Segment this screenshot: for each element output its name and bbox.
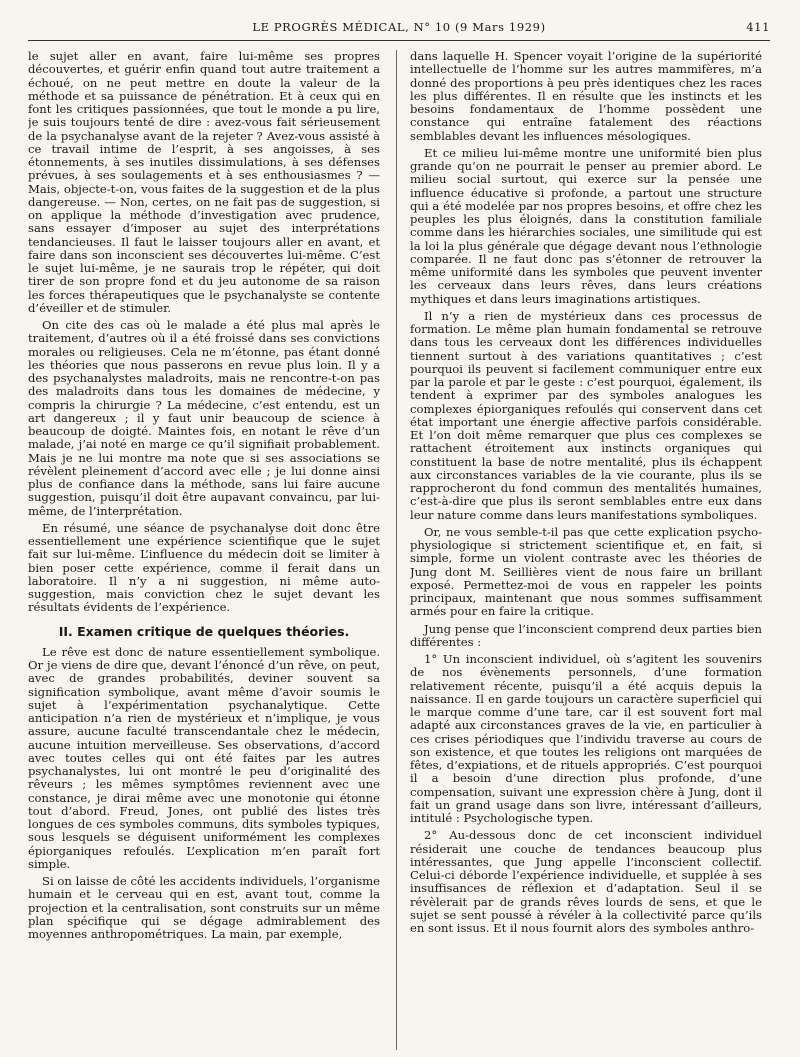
paragraph: En résumé, une séance de psychanalyse doit donc être essentiellement une expérience scientifique que le sujet fait sur lui-même. L’influence du médecin doit se limiter à bien poser cette expérience, comme il ferait dans un laboratoire. Il n’y a ni suggestion, ni même auto-suggestion, mais conviction chez le sujet devant les résultats évidents de l’expérience. bbox=[28, 520, 380, 615]
paragraph: Le rêve est donc de nature essentiellement symbolique. Or je viens de dire que, devant l’énoncé d’un rêve, on peut, avec de grandes probabilités, deviner souvent sa signification symbolique, avant même d’avoir soumis le sujet à l’expérimentation psychanalytique. Cette anticipation n’a rien de mystérieux et n’implique, je vous assure, aucune faculté transcendantale chez le médecin, aucune intuition merveilleuse. Ses observations, d’accord avec toutes celles qui ont été faites par les autres psychanalystes, lui ont montré le peu d’originalité des rêveurs ; les mêmes symptômes reviennent avec une constance, je dirai même avec une monotonie qui étonne tout d’abord. Freud, Jones, ont publié des listes très longues de ces symboles communs, dits symboles typiques, sous lesquels se déguisent uniformément les complexes épiorganiques refoulés. L’explication m’en paraît fort simple. bbox=[28, 644, 380, 871]
paragraph: le sujet aller en avant, faire lui-même ses propres découvertes, et guérir enfin quand tout autre traitement a échoué, on ne peut mettre en doute la valeur de la méthode et sa puissance de pénétration. Et à ceux qui en font les critiques passionnées, que tout le monde a pu lire, je suis toujours tenté de dire : avez-vous fait sérieusement de la psychanalyse avant de la rejeter ? Avez-vous assisté à ce travail intime de l’esprit, à ses angoisses, à ses étonnements, à ses inutiles dissimulations, à ses défenses prévues, à ses soulagements et à ses enthousiasmes ? — Mais, objecte-t-on, vous faites de la suggestion et de la plus dangereuse. — Non, certes, on ne fait pas de suggestion, si on applique la méthode d’investigation avec prudence, sans essayer d’imposer au sujet des interprétations tendancieuses. Il faut le laisser toujours aller en avant, et faire dans son inconscient ses découvertes lui-même. C’est le sujet lui-même, je ne saurais trop le répéter, qui doit tirer de son propre fond et du jeu autonome de sa raison les forces thérapeutiques que le psychanalyste se contente d’éveiller et de stimuler. bbox=[28, 50, 380, 315]
journal-title: LE PROGRÈS MÉDICAL, N° 10 (9 Mars 1929) bbox=[252, 20, 546, 34]
paragraph: dans laquelle H. Spencer voyait l’origine de la supériorité intellectuelle de l’homme sur les autres mammifères, m’a donné des proportions à peu près identiques chez les races les plus différentes. Il en résulte que les instincts et les besoins fondamentaux de l’homme possèdent une constance qui entraîne fatalement des réactions semblables devant les influences mésologiques. bbox=[410, 50, 762, 143]
left-column bbox=[28, 50, 380, 1050]
paragraph: Il n’y a rien de mystérieux dans ces processus de formation. Le même plan humain fondamental se retrouve dans tous les cerveaux dont les différences individuelles tiennent surtout à des variations quantitatives ; c’est pourquoi ils peuvent si facilement communiquer entre eux par la parole et par le geste : c’est pourquoi, également, ils tendent à exprimer par des symboles analogues les complexes épiorganiques refoulés qui conservent dans cet état important une énergie affective parfois considérable. Et l’on doit même remarquer que plus ces complexes se rattachent étroitement aux instincts organiques qui constituent la base de notre mentalité, plus ils échappent aux circonstances variables de la vie courante, plus ils se rapprocheront du fond commun des mentalités humaines, c’est-à-dire que plus ils seront semblables entre eux dans leur nature comme dans leurs manifestations symboliques. bbox=[410, 308, 762, 522]
paragraph: On cite des cas où le malade a été plus mal après le traitement, d’autres où il a été froissé dans ses convictions morales ou religieuses. Cela ne m’étonne, pas étant donné les théories que nous passerons en revue plus loin. Il y a des psychanalystes maladroits, mais ne rencontre-t-on pas des maladroits dans tous les domaines de médecine, y compris la chirurgie ? La médecine, c’est entendu, est un art dangereux ; il y faut unir beaucoup de science à beaucoup de doigté. Maintes fois, en notant le rêve d’un malade, j’ai noté en marge ce qu’il signifiait probablement. Mais je ne lui montre ma note que si ses associations se révèlent pleinement d’accord avec elle ; je lui donne ainsi plus de confiance dans la méthode, sans lui faire aucune suggestion, puisqu’il doit être aupavant convaincu, par lui-même, de l’interprétation. bbox=[28, 318, 380, 518]
column-divider bbox=[396, 50, 397, 1050]
paragraph: Et ce milieu lui-même montre une uniformité bien plus grande qu’on ne pourrait le penser au premier abord. Le milieu social surtout, qui exerce sur la pensée une influence éducative si profonde, a partout une structure qui a été modelée par nos propres besoins, et offre chez les peuples les plus éloignés, dans la constitution familiale comme dans les hiérarchies sociales, une similitude qui est la loi la plus générale que dégage devant nous l’ethnologie comparée. Il ne faut donc pas s’étonner de retrouver la même uniformité dans les symboles que peuvent inventer les cerveaux dans leurs rêves, dans leurs créations mythiques et dans leurs imaginations artistiques. bbox=[410, 145, 762, 306]
paragraph: 2° Au-dessous donc de cet inconscient individuel résiderait une couche de tendances beaucoup plus intéressantes, que Jung appelle l’inconscient collectif. Celui-ci déborde l’expérience individuelle, et supplée à ses insuffisances de réflexion et d’adaptation. Seul il se révèlerait par de grands rêves lourds de sens, et que le sujet se sent poussé à révéler à la collectivité parce qu’ils en sont issus. Et il nous fournit alors des symboles anthro- bbox=[410, 828, 762, 935]
paragraph: Or, ne vous semble-t-il pas que cette explication psycho-physiologique si strictement scientifique et, en fait, si simple, forme un violent contraste avec les théories de Jung dont M. Seillières vient de nous faire un brillant exposé. Permettez-moi de vous en rappeler les points principaux, maintenant que nous sommes suffisamment armés pour en faire la critique. bbox=[410, 524, 762, 619]
paragraph: Jung pense que l’inconscient comprend deux parties bien différentes : bbox=[410, 621, 762, 649]
section-heading: II. Examen critique de quelques théories. bbox=[58, 623, 350, 639]
paragraph: Si on laisse de côté les accidents individuels, l’organisme humain et le cerveau qui en est, avant tout, comme la projection et la centralisation, sont construits sur un même plan spécifique qui se dégage admirablement des moyennes anthropométriques. La main, par exemple, bbox=[28, 874, 380, 941]
running-header bbox=[28, 14, 770, 41]
right-column bbox=[410, 50, 762, 1050]
page-number: 411 bbox=[746, 20, 770, 34]
paragraph: 1° Un inconscient individuel, où s’agitent les souvenirs de nos évènements personnels, d’une formation relativement récente, puisqu’il a été acquis depuis la naissance. Il en garde toujours un caractère superficiel qui le marque comme d’une tare, car il est souvent fort mal adapté aux circonstances graves de la vie, en particulier à ces crises périodiques que l’individu traverse au cours de son existence, et que toutes les religions ont marquées de fêtes, d’expiations, et de rituels appropriés. C’est pourquoi il a besoin d’une direction plus profonde, d’une compensation, suivant une expression chère à Jung, dont il fait un grand usage dans son livre, intéressant d’ailleurs, intitulé : Psychologische typen. bbox=[410, 652, 762, 825]
